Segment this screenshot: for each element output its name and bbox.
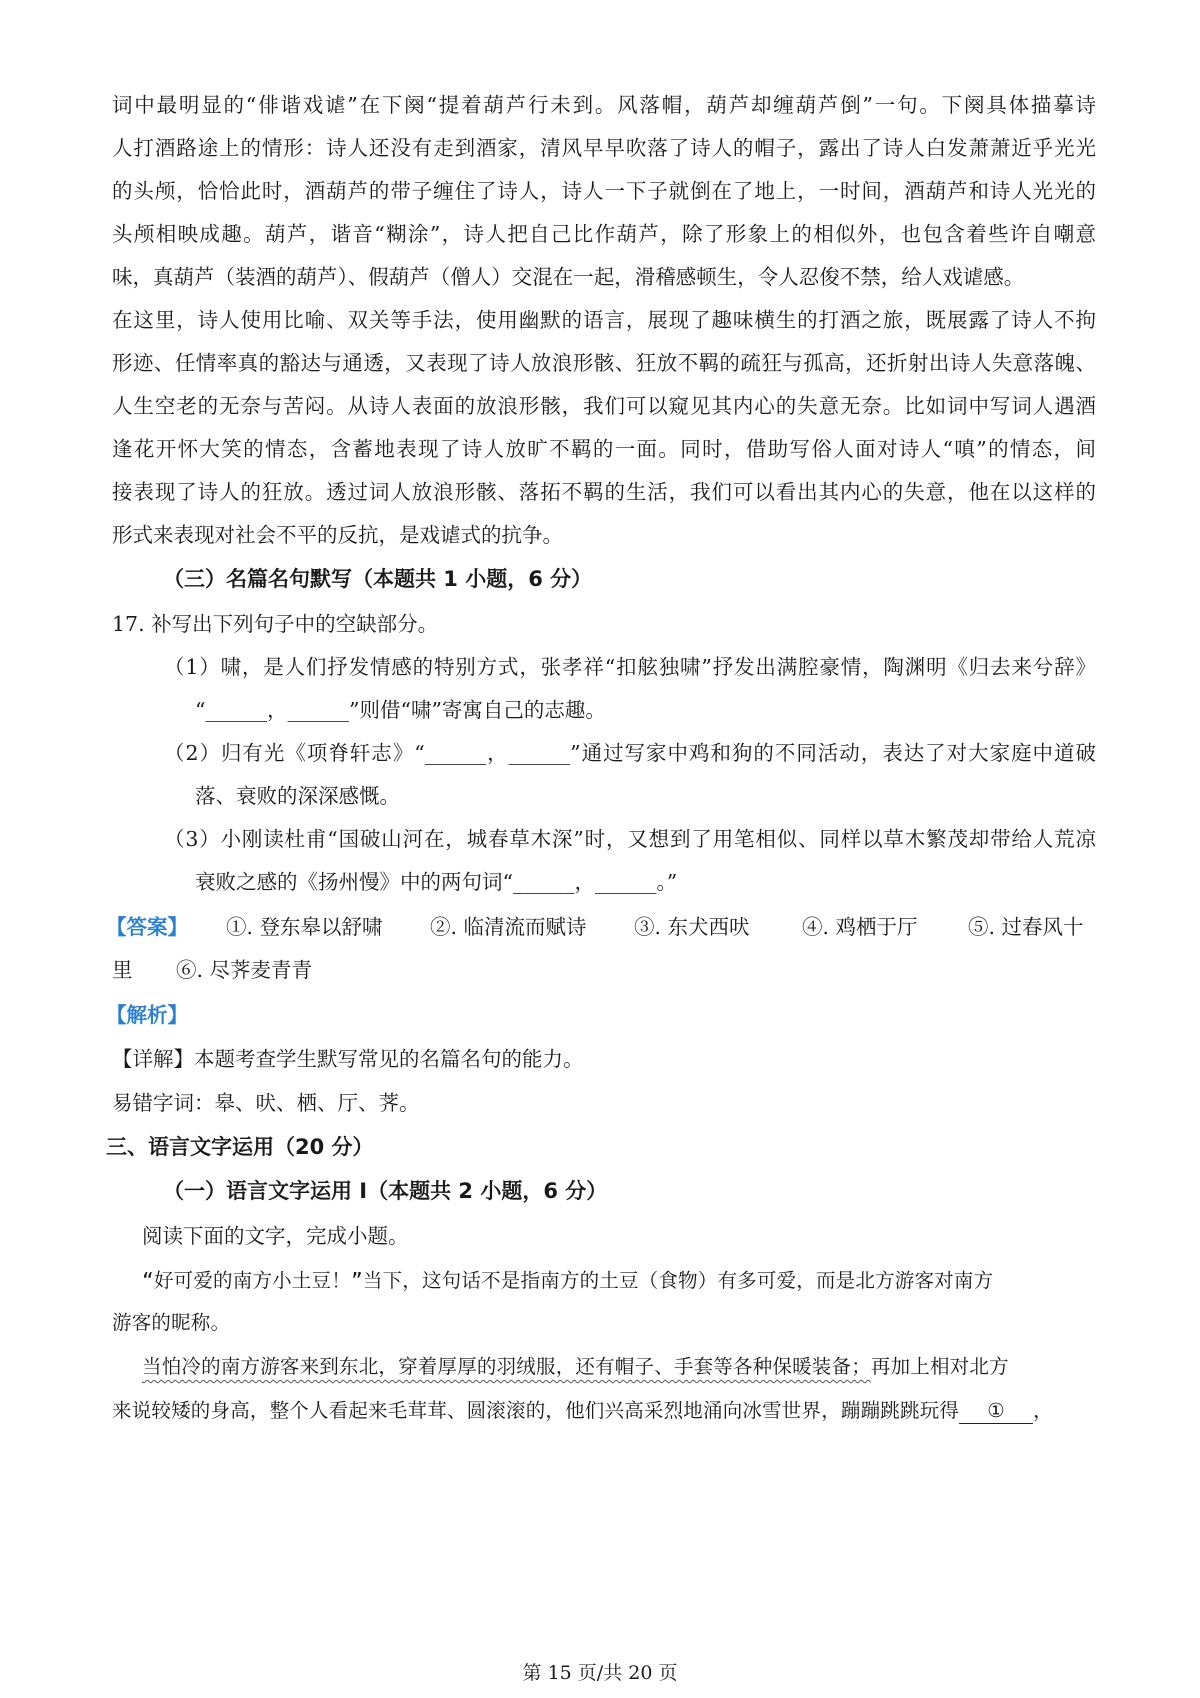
- analysis-tag: 【解析】: [106, 1003, 188, 1027]
- answer-item-cont: 里: [112, 958, 133, 982]
- question-stem: 17. 补写出下列句子中的空缺部分。: [112, 612, 439, 636]
- analysis-line: 头颅相映成趣。葫芦，谐音“糊涂”，诗人把自己比作葫芦，除了形象上的相似外，也包含着些许自嘲意: [112, 222, 1096, 246]
- analysis-line: 人打酒路途上的情形：诗人还没有走到酒家，清风早早吹落了诗人的帽子，露出了诗人白发萧萧近乎光光: [112, 136, 1096, 160]
- blank-1: ①: [959, 1399, 1033, 1424]
- passage-line: 游客的昵称。: [112, 1311, 231, 1334]
- question-part-2: （2）归有光《项脊轩志》“______，______”通过写家中鸡和狗的不同活动，表达了对大家庭中道破: [164, 741, 1096, 765]
- passage-line: “好可爱的南方小土豆！”当下，这句话不是指南方的土豆（食物）有多可爱，而是北方游客对南方: [142, 1269, 994, 1292]
- detail-text: 【详解】本题考查学生默写常见的名篇名句的能力。: [112, 1047, 584, 1071]
- analysis-line: 接表现了诗人的狂放。透过词人放浪形骸、落拓不羁的生活，我们可以看出其内心的失意，他在以这样的: [112, 480, 1096, 504]
- answer-item: ①. 登东皋以舒啸: [226, 915, 383, 939]
- question-part-3-cont: 衰败之感的《扬州慢》中的两句词“______，______。”: [195, 870, 678, 894]
- analysis-line: 人生空老的无奈与苦闷。从诗人表面的放浪形骸，我们可以窥见其内心的失意无奈。比如词中写词人遇酒: [112, 394, 1096, 418]
- question-part-2-cont: 落、衰败的深深感慨。: [195, 784, 400, 808]
- answer-tag: 【答案】: [106, 915, 188, 939]
- section-heading: （三）名篇名句默写（本题共 1 小题，6 分）: [163, 567, 593, 591]
- passage-text: ，: [1033, 1399, 1053, 1422]
- analysis-line: 词中最明显的“俳谐戏谑”在下阕“提着葫芦行未到。风落帽，葫芦却缠葫芦倒”一句。下阕具体描摹诗: [112, 93, 1096, 117]
- question-part-1: （1）啸，是人们抒发情感的特别方式，张孝祥“扣舷独啸”抒发出满腔豪情，陶渊明《归去来兮辞》: [164, 655, 1096, 679]
- analysis-line: 逢花开怀大笑的情态，含蓄地表现了诗人放旷不羁的一面。同时，借助写俗人面对诗人“嗔”的情态，间: [112, 437, 1096, 461]
- wavy-underlined-sentence: 当怕冷的南方游客来到东北，穿着厚厚的羽绒服，还有帽子、手套等各种保暖装备；: [142, 1355, 871, 1378]
- analysis-line: 在这里，诗人使用比喻、双关等手法，使用幽默的语言，展现了趣味横生的打酒之旅，既展露了诗人不拘: [112, 308, 1096, 332]
- passage-line: [142, 1352, 1009, 1382]
- analysis-line: 的头颅，恰恰此时，酒葫芦的带子缠住了诗人，诗人一下子就倒在了地上，一时间，酒葫芦和诗人光光的: [112, 179, 1096, 203]
- passage-text: 再加上相对北方: [870, 1355, 1009, 1378]
- question-part-1-cont: “______，______”则借“啸”寄寓自己的志趣。: [195, 698, 606, 722]
- analysis-line: 形迹、任情率真的豁达与通透，又表现了诗人放浪形骸、狂放不羁的疏狂与孤高，还折射出诗人失意落魄、: [112, 351, 1096, 375]
- answer-item: ⑥. 尽荠麦青青: [176, 958, 313, 982]
- passage-text: 来说较矮的身高，整个人看起来毛茸茸、圆滚滚的，他们兴高采烈地涌向冰雪世界，蹦蹦跳跳玩得: [112, 1399, 960, 1422]
- page-number: 第 15 页/共 20 页: [522, 1662, 678, 1684]
- answer-item: ②. 临清流而赋诗: [430, 915, 587, 939]
- analysis-line: 形式来表现对社会不平的反抗，是戏谑式的抗争。: [112, 523, 563, 547]
- answer-item: ③. 东犬西吠: [634, 915, 750, 939]
- read-prompt: 阅读下面的文字，完成小题。: [142, 1224, 409, 1248]
- part-heading: 三、语言文字运用（20 分）: [106, 1135, 374, 1159]
- answer-item: ⑤. 过春风十: [968, 915, 1084, 939]
- question-part-3: （3）小刚读杜甫“国破山河在，城春草木深”时，又想到了用笔相似、同样以草木繁茂却带给人荒凉: [164, 827, 1096, 851]
- typo-words: 易错字词：皋、吠、栖、厅、荠。: [112, 1091, 420, 1115]
- analysis-line: 味，真葫芦（装酒的葫芦）、假葫芦（僧人）交混在一起，滑稽感顿生，令人忍俊不禁，给人戏谑感。: [112, 265, 1025, 289]
- passage-line: [112, 1396, 1053, 1426]
- sub-heading: （一）语言文字运用 Ⅰ（本题共 2 小题，6 分）: [163, 1179, 608, 1203]
- answer-item: ④. 鸡栖于厅: [802, 915, 918, 939]
